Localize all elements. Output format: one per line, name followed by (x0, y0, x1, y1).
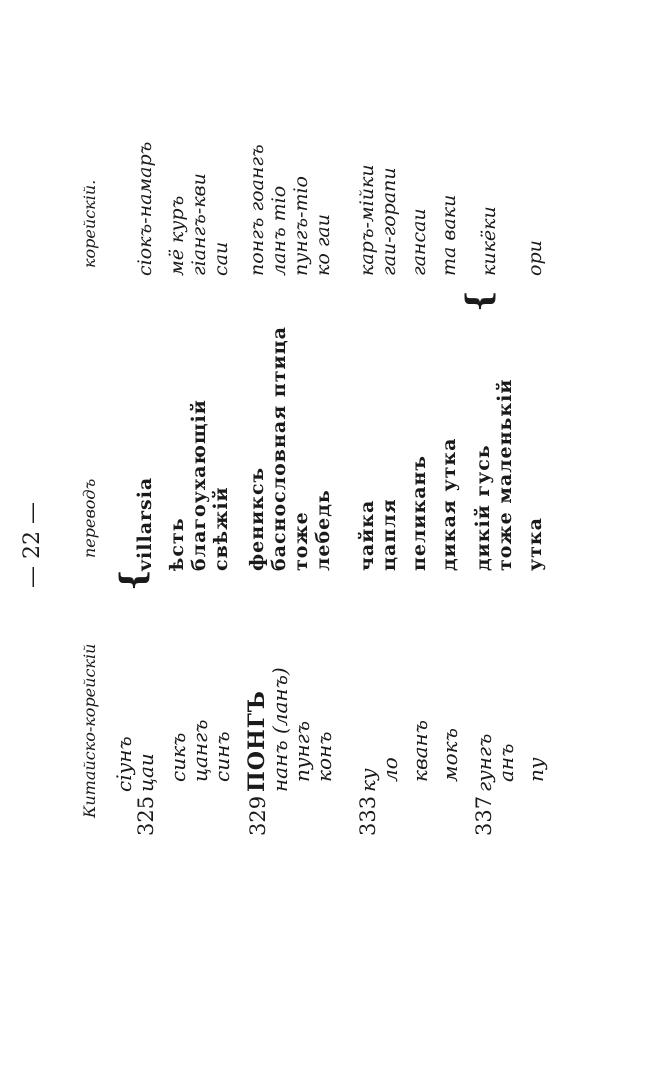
russian-translation: тоже маленькій (494, 378, 516, 571)
korean-word: гіангъ-кви (188, 173, 210, 276)
entry-number: 333 (356, 795, 380, 836)
russian-translation: цапля (378, 498, 400, 571)
russian-translation: дикая утка (438, 437, 460, 571)
russian-translation: villarsia (134, 476, 156, 571)
chinese-word: пу (524, 757, 548, 782)
chinese-word: кванъ (408, 719, 432, 782)
chinese-word: ло (378, 757, 402, 782)
chinese-word: сикъ (166, 732, 190, 782)
russian-translation: тоже (290, 511, 312, 571)
korean-word: ори (524, 240, 546, 276)
korean-word: ко гаи (312, 214, 334, 276)
korean-word: та ваки (438, 194, 460, 276)
page-number: — 22 — (20, 502, 45, 588)
chinese-word: мокъ (438, 728, 462, 782)
russian-translation: чайка (356, 499, 378, 571)
chinese-word: цангъ (188, 719, 212, 782)
russian-translation: благоухающій (188, 399, 210, 571)
chinese-word: ку (356, 768, 380, 792)
russian-translation: утка (524, 517, 546, 571)
chinese-word: гунгъ (472, 733, 496, 792)
korean-word: ланъ тіо (268, 185, 290, 276)
korean-word: кикёки (478, 206, 500, 276)
brace-symbol: { (113, 569, 153, 591)
korean-word: понгъ гоангъ (246, 144, 268, 276)
entry-number: 325 (134, 795, 158, 836)
korean-word: пунгъ-тіо (290, 176, 312, 276)
russian-translation: ѣсть (166, 517, 188, 571)
entry-number: 329 (246, 795, 270, 836)
russian-translation: пеликанъ (408, 455, 430, 571)
chinese-word: конъ (312, 731, 336, 782)
korean-word: каръ-мійки (356, 164, 378, 276)
russian-translation: лебедь (312, 489, 334, 571)
header-translation: переводъ (80, 478, 99, 558)
russian-translation: фениксъ (246, 466, 268, 571)
korean-word: гаи-горапи (378, 167, 400, 276)
chinese-word: ПОНГЪ (244, 690, 270, 792)
chinese-word: сіунъ (112, 736, 136, 792)
korean-word: мё куръ (166, 195, 188, 276)
chinese-word: синъ (210, 731, 234, 782)
russian-translation: свѣжій (210, 486, 232, 571)
brace-symbol: { (459, 290, 499, 312)
chinese-word: цаи (134, 753, 158, 792)
chinese-word: анъ (494, 743, 518, 782)
korean-word: гансаи (408, 208, 430, 276)
korean-word: саи (210, 241, 232, 276)
header-chinese-korean: Китайско-корейскій (80, 643, 99, 818)
chinese-word: нанъ (ланъ) (268, 667, 292, 792)
chinese-word: пунгъ (290, 720, 314, 782)
entry-number: 337 (472, 795, 496, 836)
russian-translation: дикій гусь (472, 444, 494, 571)
header-korean: корейскій. (80, 179, 99, 268)
korean-word: сіокъ-намаръ (134, 141, 156, 276)
russian-translation: баснословная птица (268, 326, 290, 571)
